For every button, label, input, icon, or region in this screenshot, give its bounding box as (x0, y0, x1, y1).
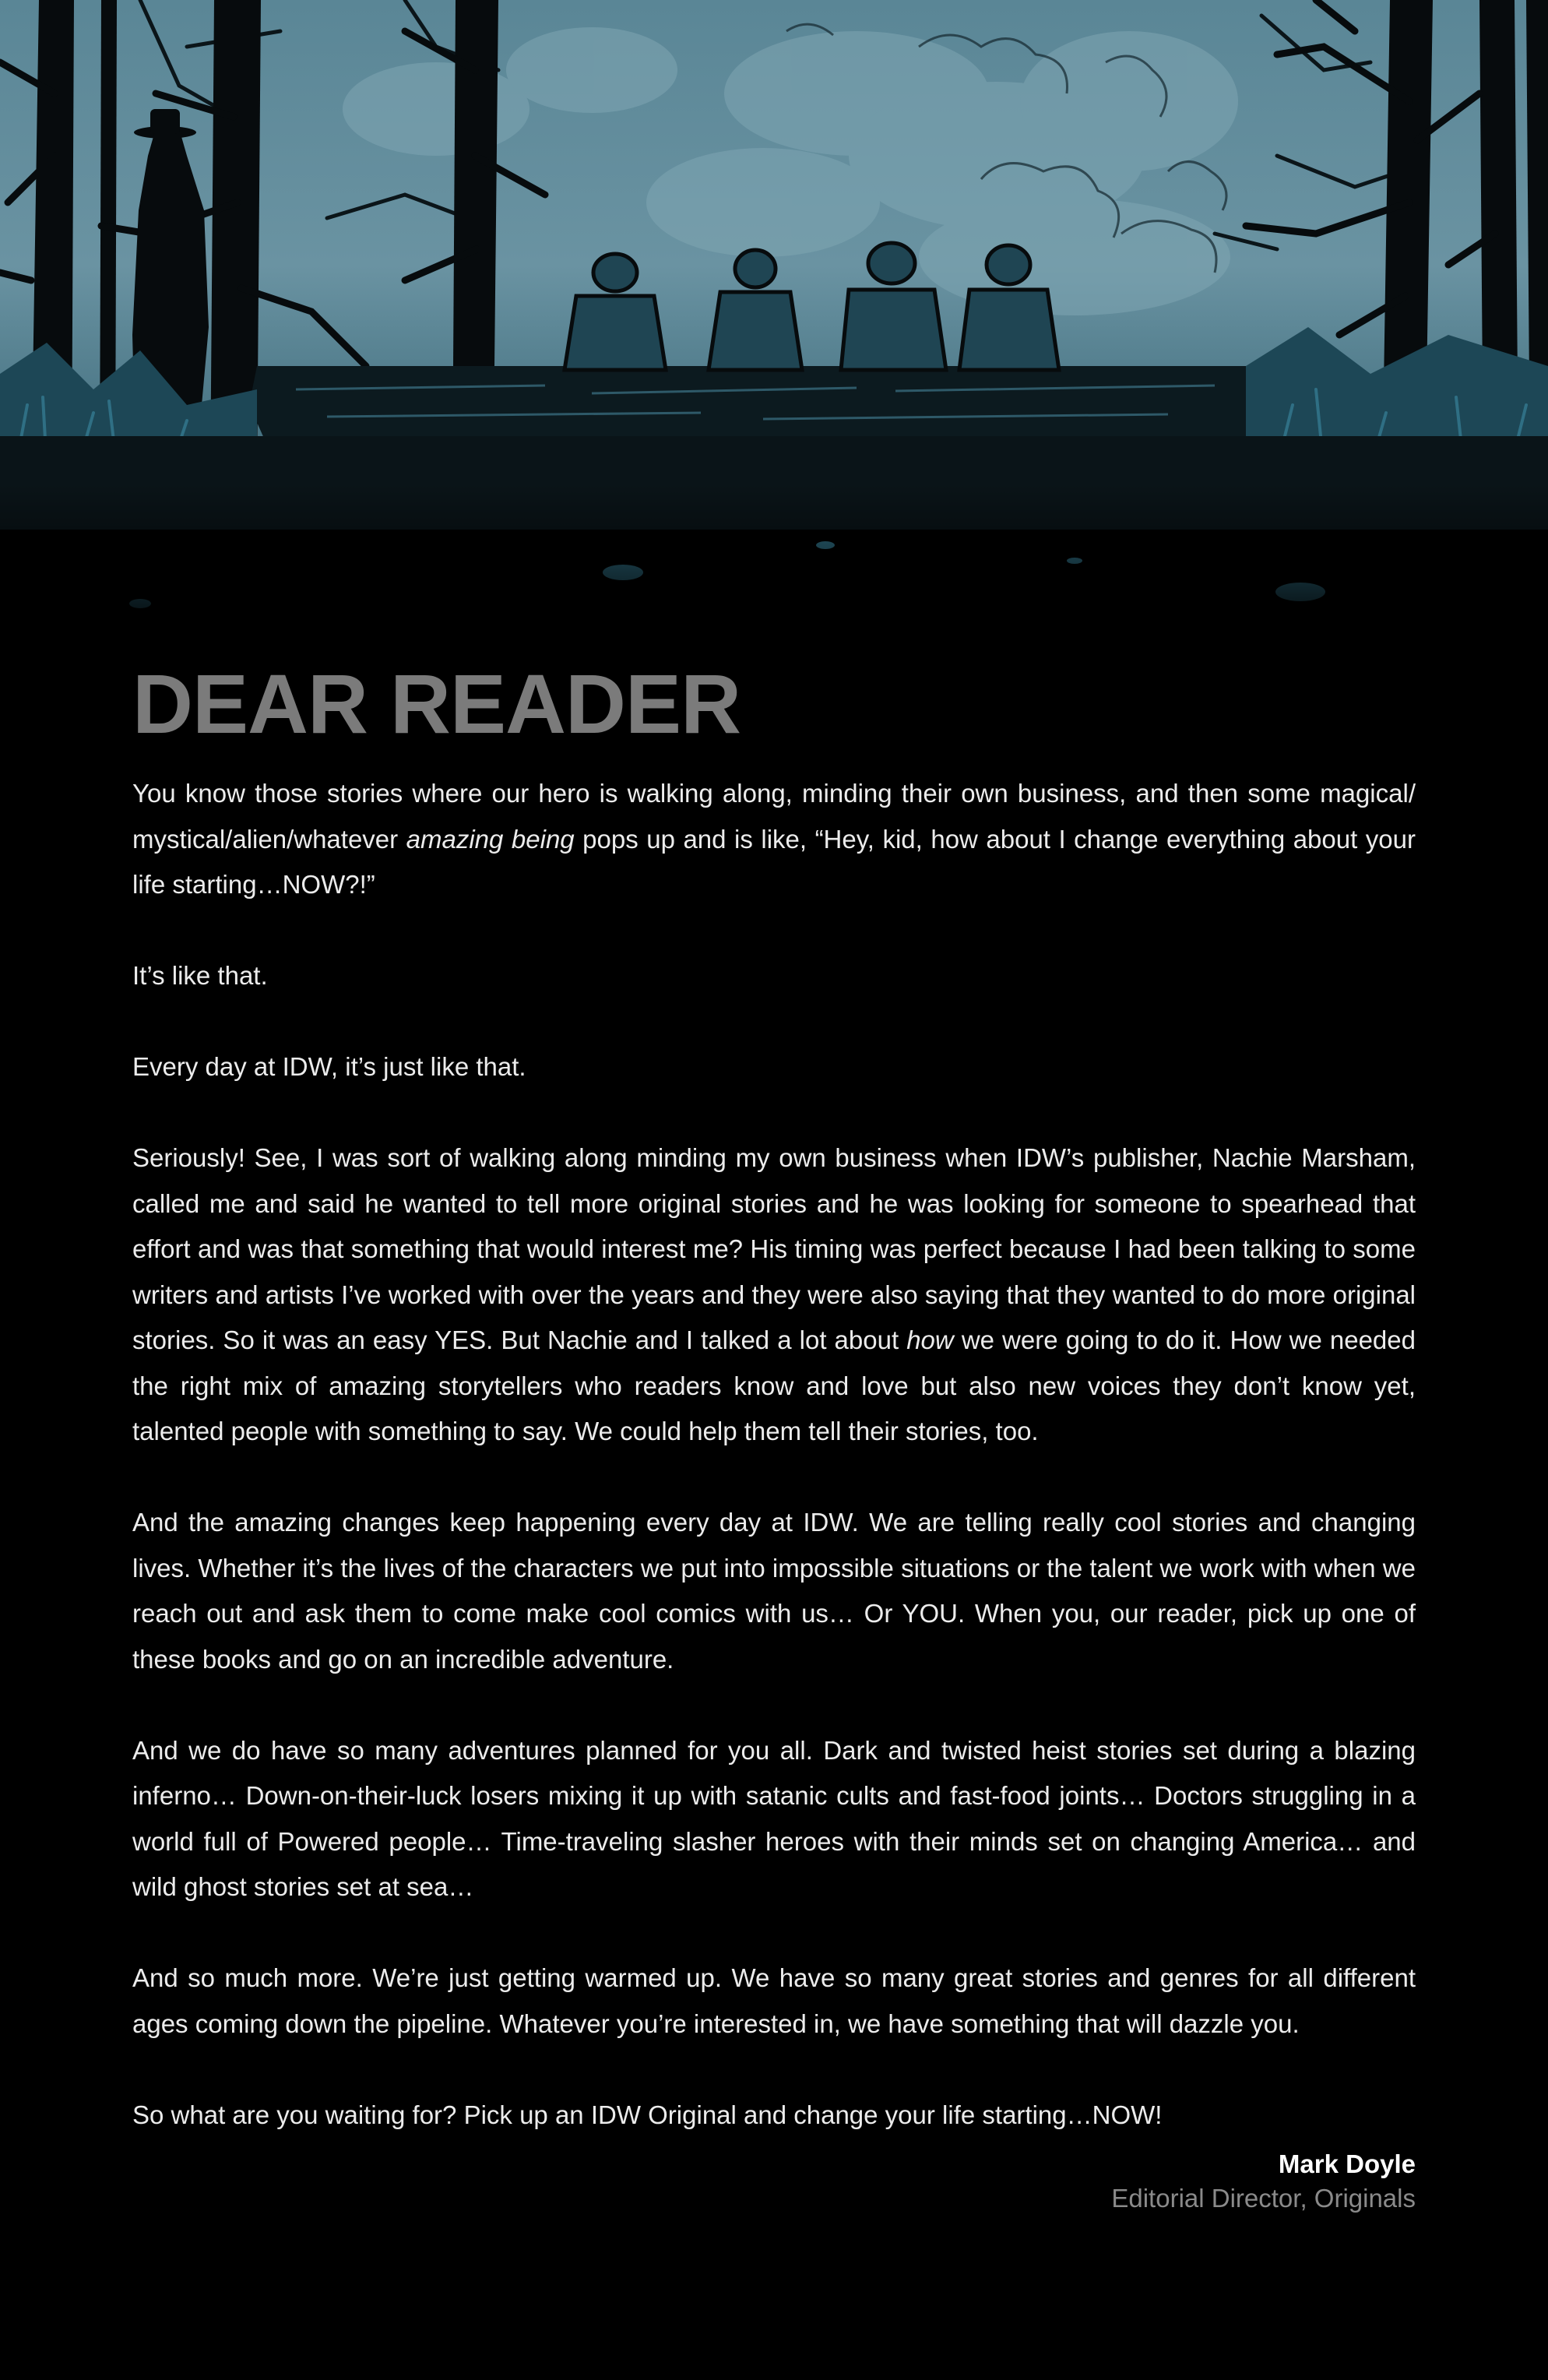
forest-scene-art (0, 0, 1548, 639)
paragraph-2: It’s like that. (132, 961, 268, 990)
paragraph-5: And the amazing changes keep happening every day at IDW. We are telling really cool stories and changing lives. Whether it’s the lives of the characters we put into impossible situations or the talent we work with when we reach out and ask them to come make cool comics with us… Or YOU. When you, our reader, pick up one of these books and go on an incredible adventure. (132, 1508, 1416, 1674)
signature-name: Mark Doyle (1278, 2149, 1416, 2178)
paragraph-6: And we do have so many adventures planned for you all. Dark and twisted heist stories set during a blazing inferno… Down-on-their-luck losers mixing it up with satanic cults and fast-food joints… Doctors struggling in a world full of Powered people… Time-traveling slasher heroes with their minds set on changing America… and wild ghost stories set at sea… (132, 1735, 1416, 1901)
log (249, 366, 1269, 440)
paragraph-7: And so much more. We’re just getting warmed up. We have so many great stories and genres for all different ages coming down the pipeline. Whatever you’re interested in, we have something that will dazzle you. (132, 1963, 1416, 2038)
letter-body (132, 657, 1416, 2138)
paragraph-4: Seriously! See, I was sort of walking along minding my own business when IDW’s publisher, Nachie Marsham, called me and said he wanted to tell more original stories and he was looking for someone to spearhead that effort and was that something that would interest me? His timing was perfect because I had been talking to some writers and artists I’ve worked with over the years and they were also saying that they wanted to do more original stories. So it was an easy YES. But Nachie and I talked a lot about how we were going to do it. How we needed the right mix of amazing storytellers who readers know and love but also new voices they don’t know yet, talented people with something to say. We could help them tell their stories, too. (132, 1143, 1416, 1445)
paragraph-1: You know those stories where our hero is walking along, minding their own business, and then some magical/ mystical/alien/whatever amazing being pops up and is like, “Hey, kid, how about I change everything about your life starting…NOW?!” (132, 779, 1416, 899)
hero-illustration (0, 0, 1548, 639)
paragraph-8: So what are you waiting for? Pick up an IDW Original and change your life starting…NOW! (132, 2100, 1163, 2129)
paragraph-3: Every day at IDW, it’s just like that. (132, 1052, 526, 1081)
signature-role: Editorial Director, Originals (1111, 2184, 1416, 2213)
signature-block (637, 2147, 1416, 2216)
page-title: DEAR READER (132, 657, 741, 751)
fade-to-black (0, 483, 1548, 639)
